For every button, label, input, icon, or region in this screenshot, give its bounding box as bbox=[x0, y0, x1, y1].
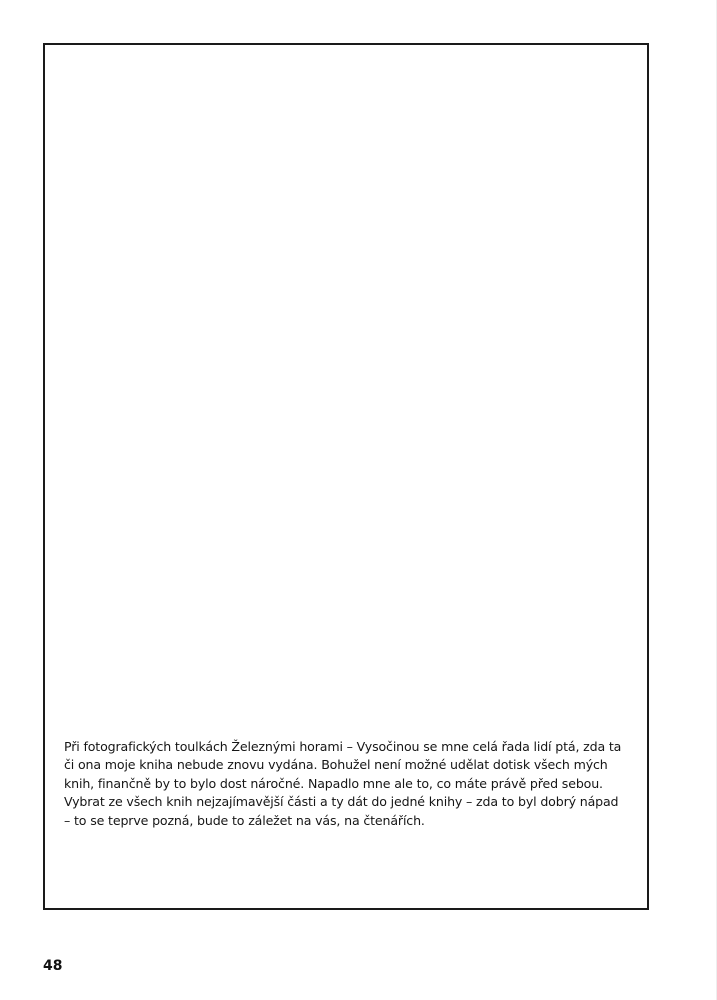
paragraph-line: Vybrat ze všech knih nejzajímavější části a ty dát do jedné knihy – zda to byl dobrý nápad bbox=[64, 794, 619, 810]
paragraph-line: či ona moje kniha nebude znovu vydána. Bohužel není možné udělat dotisk všech mých bbox=[64, 757, 608, 773]
paragraph-line: – to se teprve pozná, bude to záležet na vás, na čtenářích. bbox=[64, 812, 425, 828]
page-number: 48 bbox=[43, 958, 63, 974]
paragraph-line: knih, finančně by to bylo dost náročné. Napadlo mne ale to, co máte právě před sebou. bbox=[64, 775, 603, 791]
paragraph-line: Při fotografických toulkách Železnými horami – Vysočinou se mne celá řada lidí ptá, zda ta bbox=[64, 739, 622, 754]
body-paragraph bbox=[64, 738, 640, 830]
